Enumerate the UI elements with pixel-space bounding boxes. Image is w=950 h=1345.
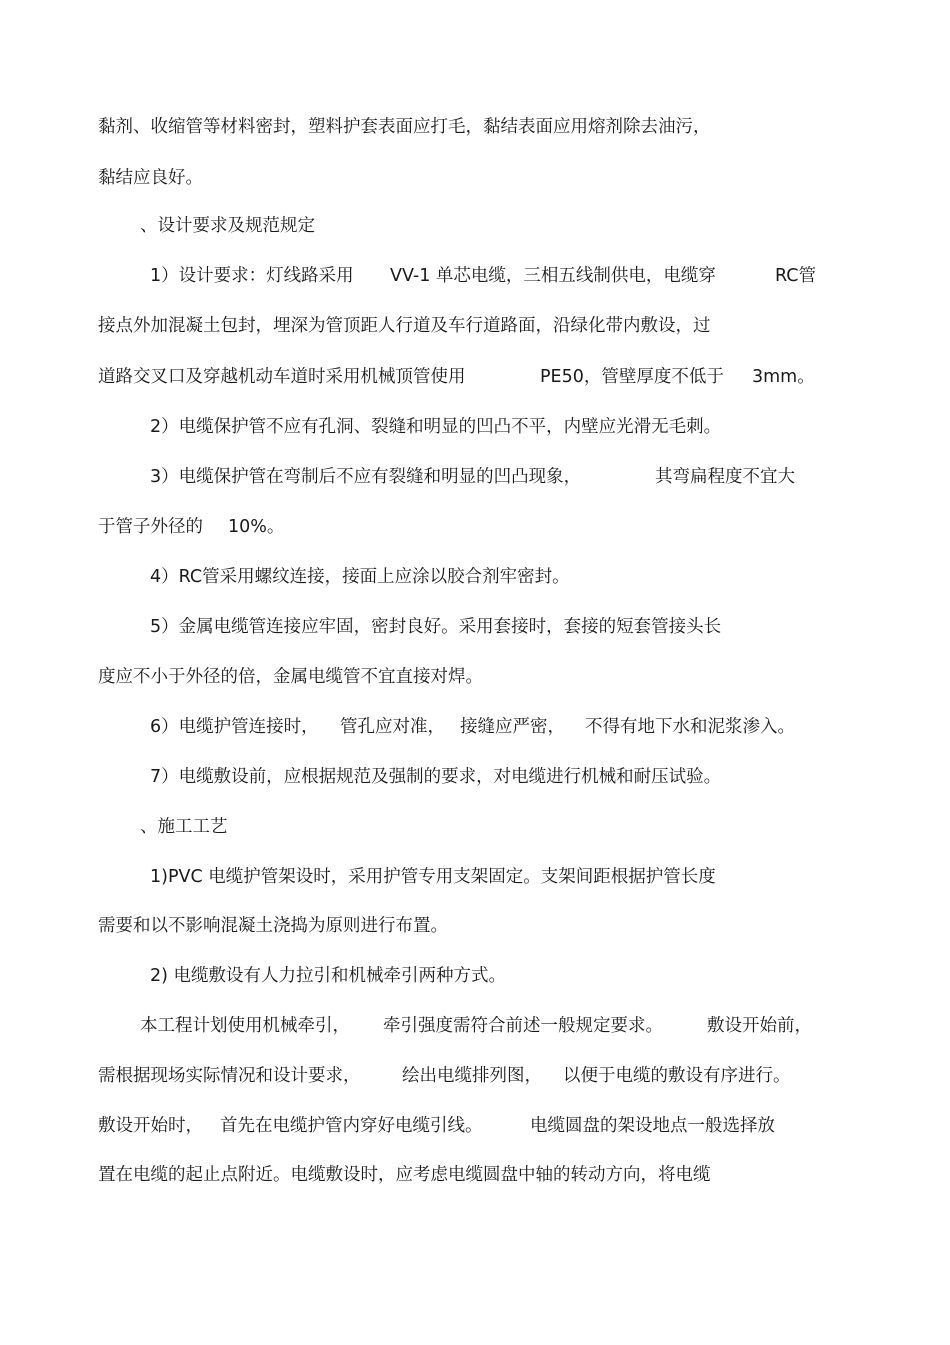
text-segment: 以便于电缆的敷设有序进行。	[563, 1066, 791, 1086]
text-segment: 2) 电缆敷设有人力拉引和机械牵引两种方式。	[150, 966, 507, 986]
text-segment: 需根据现场实际情况和设计要求，	[98, 1066, 361, 1086]
text-segment: 牵引强度需符合前述一般规定要求。	[383, 1016, 663, 1036]
text-line	[0, 165, 950, 191]
text-segment: 度应不小于外径的倍，金属电缆管不宜直接对焊。	[98, 667, 483, 687]
text-line	[0, 714, 950, 740]
text-segment: 敷设开始前，	[707, 1016, 812, 1036]
text-segment: 接缝应严密，	[460, 717, 565, 737]
text-line	[0, 464, 950, 490]
text-segment: PE50，管壁厚度不低于	[540, 367, 724, 387]
text-line	[0, 114, 950, 140]
text-line	[0, 313, 950, 339]
section-heading	[0, 213, 950, 239]
text-segment: 首先在电缆护管内穿好电缆引线。	[220, 1116, 483, 1136]
text-line	[0, 1162, 950, 1188]
text-line	[0, 614, 950, 640]
text-segment: 7）电缆敷设前，应根据规范及强制的要求，对电缆进行机械和耐压试验。	[150, 767, 722, 787]
text-line	[0, 1013, 950, 1039]
text-segment: 敷设开始时，	[98, 1116, 203, 1136]
text-segment: 电缆圆盘的架设地点一般选择放	[530, 1116, 775, 1136]
text-segment: 、设计要求及规范规定	[140, 216, 315, 236]
text-line	[0, 913, 950, 939]
text-segment: RC管	[775, 266, 817, 286]
section-heading	[0, 814, 950, 840]
text-segment: 需要和以不影响混凝土浇捣为原则进行布置。	[98, 916, 448, 936]
text-line	[0, 514, 950, 540]
text-segment: 其弯扁程度不宜大	[655, 467, 795, 487]
text-segment: 3mm。	[752, 367, 815, 387]
text-segment: 绘出电缆排列图，	[402, 1066, 542, 1086]
text-segment: 不得有地下水和泥浆渗入。	[585, 717, 795, 737]
text-segment: 10%。	[228, 517, 285, 537]
text-line	[0, 414, 950, 440]
text-segment: 6）电缆护管连接时，	[150, 717, 319, 737]
text-segment: 1）设计要求：灯线路采用	[150, 266, 354, 286]
text-line	[0, 263, 950, 289]
text-segment: 本工程计划使用机械牵引，	[140, 1016, 350, 1036]
text-line	[0, 1113, 950, 1139]
text-line	[0, 564, 950, 590]
text-segment: 黏结应良好。	[98, 168, 203, 188]
text-segment: 1)PVC 电缆护管架设时，采用护管专用支架固定。支架间距根据护管长度	[150, 867, 716, 887]
text-line	[0, 764, 950, 790]
text-segment: VV-1 单芯电缆，三相五线制供电，电缆穿	[390, 266, 716, 286]
text-segment: 接点外加混凝土包封，埋深为管顶距人行道及车行道路面，沿绿化带内敷设，过	[98, 316, 711, 336]
text-line	[0, 864, 950, 890]
text-line	[0, 963, 950, 989]
text-line	[0, 364, 950, 390]
text-segment: 3）电缆保护管在弯制后不应有裂缝和明显的凹凸现象，	[150, 467, 582, 487]
text-segment: 5）金属电缆管连接应牢固，密封良好。采用套接时，套接的短套管接头长	[150, 617, 722, 637]
text-segment: 于管子外径的	[98, 517, 203, 537]
text-segment: 管孔应对准，	[340, 717, 445, 737]
text-line	[0, 1063, 950, 1089]
text-segment: 道路交叉口及穿越机动车道时采用机械顶管使用	[98, 367, 466, 387]
text-segment: 2）电缆保护管不应有孔洞、裂缝和明显的凹凸不平，内壁应光滑无毛刺。	[150, 417, 722, 437]
text-segment: 置在电缆的起止点附近。电缆敷设时，应考虑电缆圆盘中轴的转动方向，将电缆	[98, 1165, 711, 1185]
text-segment: 黏剂、收缩管等材料密封，塑料护套表面应打毛，黏结表面应用熔剂除去油污，	[98, 117, 711, 137]
text-segment: 4）RC管采用螺纹连接，接面上应涂以胶合剂牢密封。	[150, 567, 570, 587]
text-segment: 、施工工艺	[140, 817, 228, 837]
text-line	[0, 664, 950, 690]
